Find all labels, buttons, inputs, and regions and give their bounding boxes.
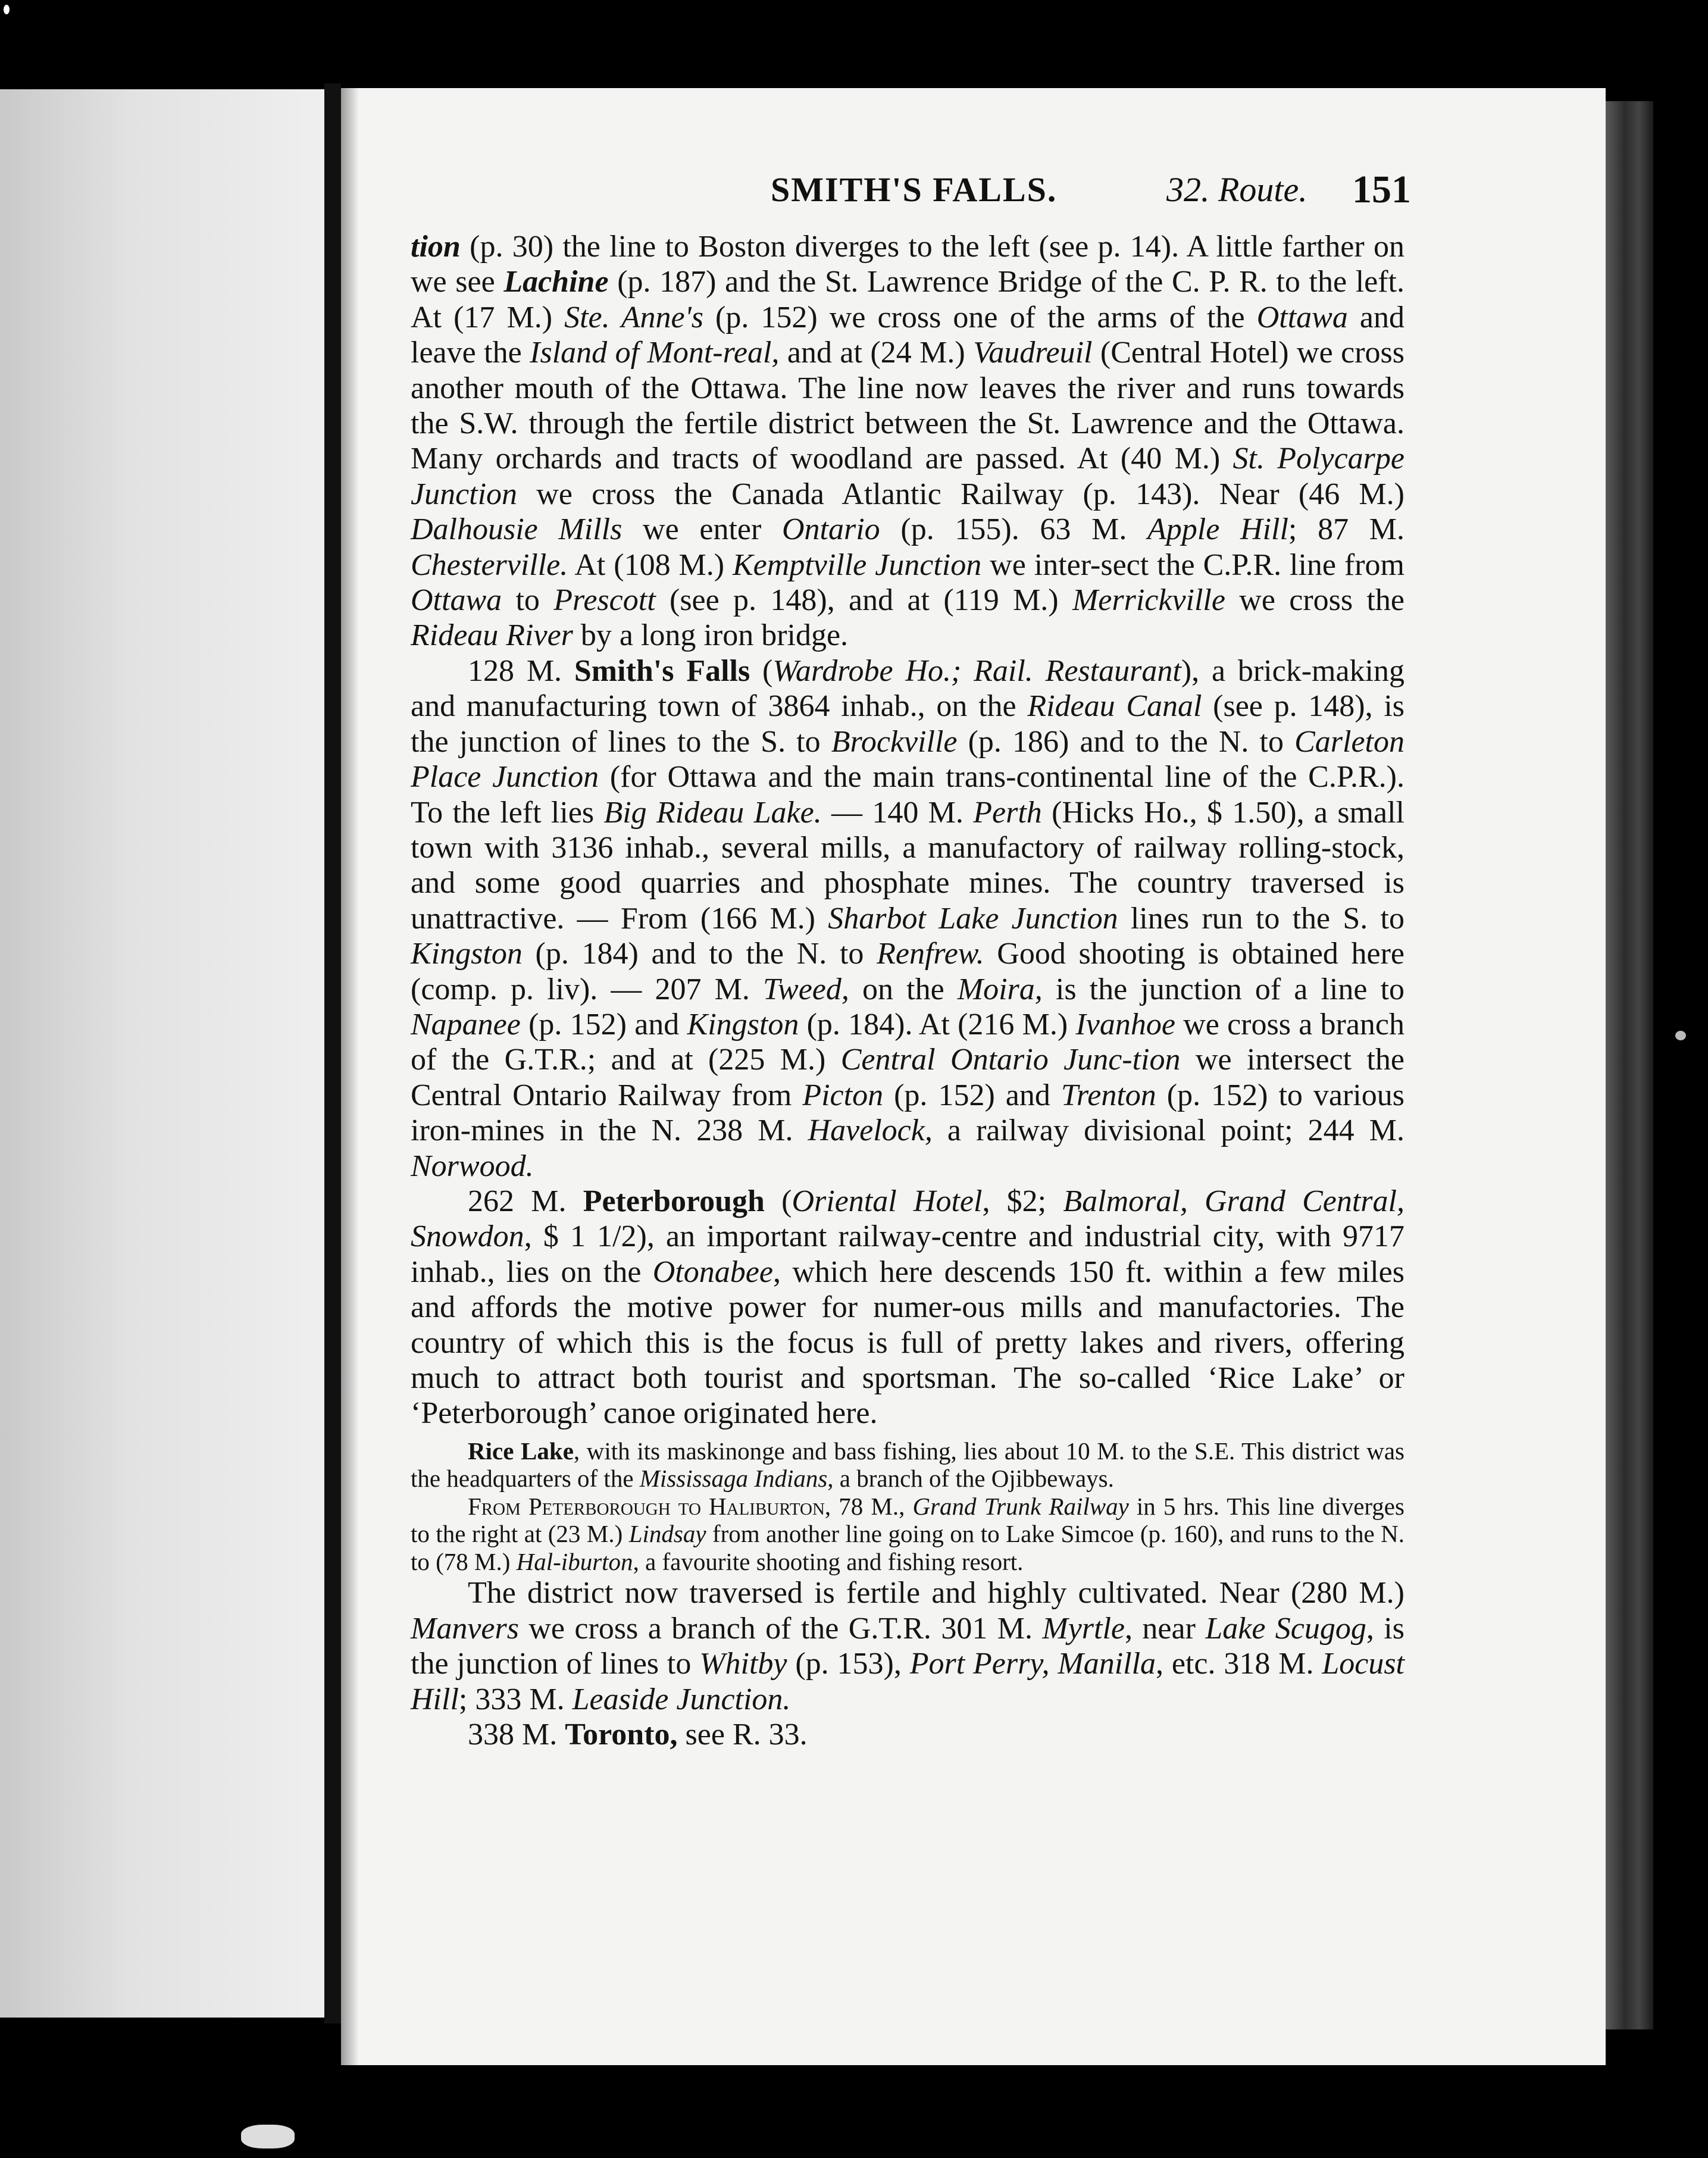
paragraph-p3: [411, 1184, 1404, 1431]
text-run: Leaside Junction.: [572, 1682, 791, 1716]
text-run: (p. 152) and: [520, 1007, 687, 1042]
text-run: , is the junction of lines to: [411, 1611, 1404, 1681]
text-run: Norwood.: [411, 1149, 534, 1183]
text-run: Kemptville Junction: [733, 548, 982, 582]
text-run: Good shooting is obtained here (comp. p. liv). — 207 M.: [411, 937, 1404, 1006]
text-run: Prescott: [553, 583, 656, 618]
text-run: by a long iron bridge.: [573, 618, 849, 653]
text-run: Apple Hill: [1147, 512, 1288, 547]
text-run: tion: [411, 230, 461, 264]
text-run: At (108 M.): [568, 548, 733, 582]
text-run: Sharbot Lake Junction: [828, 901, 1118, 936]
text-run: Port Perry, Manilla: [909, 1647, 1156, 1681]
text-run: Otonabee: [652, 1255, 773, 1289]
body-text: [411, 229, 1404, 1752]
text-run: , 78 M.,: [824, 1492, 913, 1520]
text-run: (p. 153),: [787, 1647, 910, 1681]
text-run: Tweed,: [762, 972, 849, 1006]
text-run: lines run to the S. to: [1118, 901, 1404, 936]
text-run: Manvers: [411, 1611, 519, 1646]
text-run: Lake Scugog: [1205, 1611, 1366, 1646]
text-run: (for Ottawa and the main trans-continental line of the C.P.R.). To the left lies: [411, 760, 1404, 830]
text-run: Perth: [973, 795, 1042, 830]
text-run: Grand Trunk Railway: [912, 1492, 1129, 1520]
text-run: to: [502, 583, 554, 618]
page-edge: [1606, 101, 1653, 2029]
text-run: Hal-iburton: [516, 1547, 633, 1575]
text-run: Big Rideau Lake.: [603, 795, 822, 830]
text-run: , $2;: [982, 1184, 1063, 1218]
scan-speck: [241, 2125, 295, 2148]
text-run: Trenton: [1061, 1078, 1156, 1112]
paragraph-p1: [411, 229, 1404, 653]
text-run: Carleton Place Junction: [411, 724, 1404, 795]
text-run: (p. 187) and the St. Lawrence Bridge of the C. P. R. to the left. At (17 M.): [411, 265, 1404, 334]
text-run: (p. 30) the line to Boston diverges to the left (see p. 14). A little farther on we see: [411, 230, 1404, 299]
text-run: (p. 155). 63 M.: [880, 512, 1148, 547]
text-run: Chesterville.: [411, 548, 568, 582]
text-run: we inter-sect the C.P.R. line from: [981, 548, 1405, 582]
text-run: Kingston: [687, 1007, 799, 1042]
text-run: is the junction of a line to: [1042, 972, 1405, 1006]
text-run: we enter: [622, 512, 782, 547]
text-run: Mississaga Indians: [639, 1465, 828, 1493]
text-run: and at (24 M.): [779, 336, 974, 370]
text-run: Kingston: [411, 937, 523, 971]
scan-speck: [1675, 1031, 1686, 1040]
text-run: we cross the: [1225, 583, 1405, 618]
text-run: ; 87 M.: [1288, 512, 1404, 547]
running-head: [0, 170, 1434, 217]
route-label: 32. Route.: [1166, 170, 1307, 209]
text-run: Wardrobe Ho.; Rail. Restaurant: [772, 653, 1181, 688]
text-run: Balmoral, Grand Central, Snowdon: [411, 1184, 1404, 1254]
text-run: Ottawa: [411, 583, 502, 618]
text-run: we cross the Canada Atlantic Railway (p. 143). Near (46 M.): [517, 477, 1404, 511]
text-run: we intersect the Central Ontario Railway from: [411, 1043, 1405, 1112]
text-run: St. Polycarpe Junction: [411, 442, 1404, 511]
text-run: (: [750, 653, 773, 688]
paragraph-p2: [411, 653, 1404, 1184]
text-run: (p. 152) and: [883, 1078, 1061, 1112]
paragraph-p6: [411, 1575, 1404, 1717]
text-run: The district now traversed is fertile and highly cultivated. Near (280 M.): [468, 1576, 1404, 1610]
running-title: SMITH'S FALLS.: [771, 170, 1058, 209]
text-run: see R. 33.: [677, 1717, 808, 1752]
text-run: (: [764, 1184, 792, 1218]
text-run: — 140 M.: [821, 795, 974, 830]
text-run: ), a brick-making and manufacturing town of 3864 inhab., on the: [411, 653, 1404, 724]
text-run: Myrtle: [1042, 1611, 1125, 1646]
text-run: , with its maskinonge and bass fishing, lies about 10 M. to the S.E. This district was the headquarters of the: [411, 1437, 1404, 1493]
text-run: Oriental Hotel: [792, 1184, 983, 1218]
text-run: (Hicks Ho., $ 1.50), a small town with 3136 inhab., several mills, a manufactory of railway rolling-stock, and some good quarries and phosphate mines. The country traversed is unattractive. — From (166 M.): [411, 795, 1404, 936]
text-run: 262 M.: [468, 1184, 583, 1218]
paragraph-p4: [411, 1437, 1404, 1493]
paragraph-p5: [411, 1493, 1404, 1576]
text-run: ; 333 M.: [458, 1682, 573, 1716]
text-run: Dalhousie Mills: [411, 512, 622, 547]
text-run: Ivanhoe: [1075, 1007, 1175, 1042]
text-run: we cross a branch of the G.T.R.; and at (225 M.): [411, 1007, 1405, 1077]
text-run: Rice Lake: [468, 1437, 574, 1465]
text-run: Peterborough: [583, 1184, 765, 1218]
text-run: Ste. Anne's: [564, 300, 703, 334]
text-run: (p. 152) we cross one of the arms of the: [703, 300, 1257, 334]
text-run: Napanee: [411, 1007, 521, 1042]
text-run: (p. 184). At (216 M.): [799, 1007, 1076, 1042]
text-run: Moira,: [957, 972, 1043, 1006]
text-run: Ottawa: [1256, 300, 1348, 334]
left-page: [0, 89, 324, 2018]
text-run: from another line going on to Lake Simcoe (p. 160), and runs to the N. to (78 M.): [411, 1520, 1404, 1575]
text-run: a railway divisional point; 244 M.: [932, 1114, 1404, 1148]
text-run: 128 M.: [468, 653, 574, 688]
text-run: From Peterborough to Haliburton: [468, 1492, 825, 1520]
paragraph-p7: [411, 1717, 1404, 1752]
text-run: Renfrew.: [877, 937, 984, 971]
text-run: Vaudreuil: [973, 336, 1093, 370]
text-run: (p. 184) and to the N. to: [522, 937, 877, 971]
text-run: Central Ontario Junc-tion: [840, 1043, 1181, 1077]
scan-speck: [4, 5, 10, 14]
text-run: (p. 186) and to the N. to: [957, 724, 1295, 759]
text-run: , etc. 318 M.: [1156, 1647, 1322, 1681]
text-run: (see p. 148), and at (119 M.): [655, 583, 1072, 618]
text-run: Lindsay: [628, 1520, 706, 1548]
text-run: Picton: [802, 1078, 884, 1112]
text-run: Rideau Canal: [1027, 689, 1202, 724]
text-run: Lachine: [503, 265, 609, 299]
text-run: (see p. 148), is the junction of lines to the S. to: [411, 689, 1405, 759]
text-run: Locust Hill: [411, 1647, 1404, 1716]
text-run: Rideau River: [411, 618, 573, 653]
text-run: , a favourite shooting and fishing resort.: [633, 1547, 1024, 1575]
text-run: , which here descends 150 ft. within a few miles and affords the motive power for numer-ous mills and manufactories. The country of which this is the focus is full of pretty lakes and rivers, offering much to attract both tourist and sportsman. The so-called ‘Rice Lake’ or ‘Peterborough’ canoe originated here.: [411, 1255, 1405, 1431]
text-run: Merrickville: [1072, 583, 1225, 618]
page-number: 151: [1352, 168, 1411, 211]
text-run: , a branch of the Ojibbeways.: [827, 1465, 1114, 1493]
text-run: (p. 152) to various iron-mines in the N. 238 M.: [411, 1078, 1404, 1148]
text-run: Smith's Falls: [574, 653, 750, 688]
text-run: 338 M.: [468, 1717, 565, 1752]
text-run: in 5 hrs. This line diverges to the right at (23 M.): [411, 1492, 1404, 1548]
text-run: Whitby: [699, 1647, 787, 1681]
text-run: on the: [849, 972, 958, 1006]
text-run: , $ 1 1/2), an important railway-centre and industrial city, with 9717 inhab., lies on the: [411, 1219, 1404, 1289]
text-run: Brockville: [831, 724, 958, 759]
text-run: Ontario: [782, 512, 880, 547]
book-gutter: [324, 83, 341, 2023]
text-run: Island of Mont-real,: [530, 336, 780, 370]
text-run: (Central Hotel) we cross another mouth of the Ottawa. The line now leaves the river and runs towards the S.W. through the fertile district between the St. Lawrence and the Ottawa. Many orchards and tracts of woodland are passed. At (40 M.): [411, 336, 1405, 476]
text-run: we cross a branch of the G.T.R. 301 M.: [518, 1611, 1043, 1646]
text-run: Havelock,: [808, 1114, 933, 1148]
binding-shadow: [341, 88, 359, 2065]
text-run: , near: [1125, 1611, 1206, 1646]
text-run: Toronto,: [565, 1717, 678, 1752]
text-run: and leave the: [411, 300, 1404, 370]
